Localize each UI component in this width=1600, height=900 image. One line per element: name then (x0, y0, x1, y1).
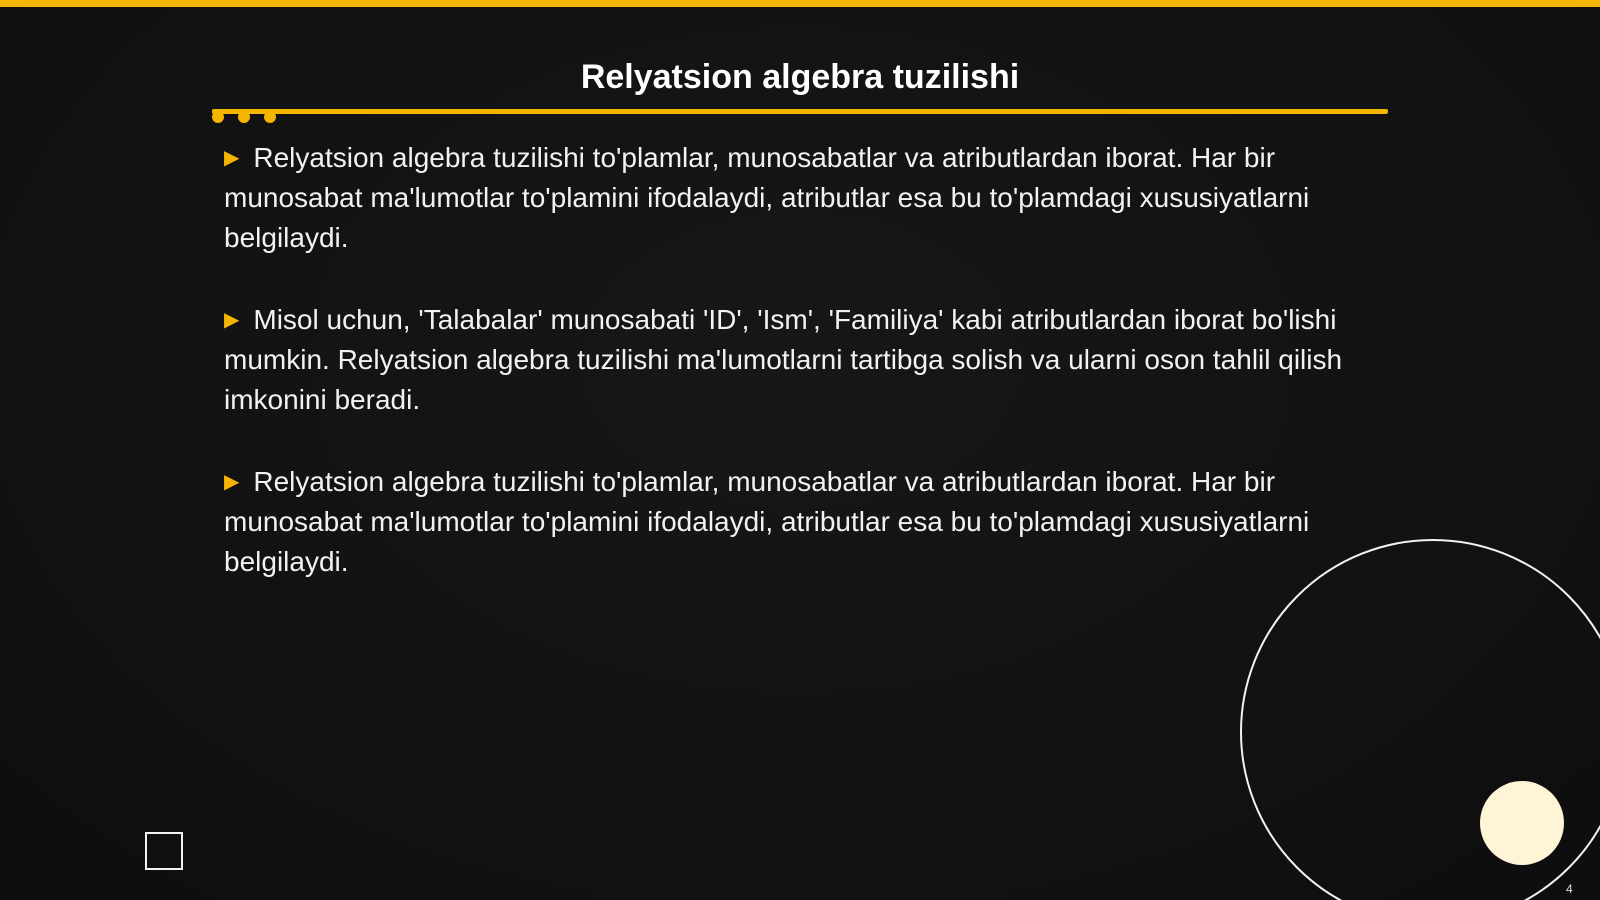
decorative-square (145, 832, 183, 870)
title-underline (212, 109, 1388, 114)
bullet-arrow-icon: ▶ (224, 147, 240, 169)
bullet-item (224, 138, 1364, 258)
top-accent-bar (0, 0, 1600, 7)
decorative-dot (264, 111, 276, 123)
bullet-item (224, 462, 1364, 582)
bullet-arrow-icon: ▶ (224, 309, 240, 331)
decorative-dot (238, 111, 250, 123)
bullet-text: Misol uchun, 'Talabalar' munosabati 'ID', 'Ism', 'Familiya' kabi atributlardan iborat bo'lishi mumkin. Relyatsion algebra tuzilishi ma'lumotlarni tartibga solish va ularni oson tahlil qilish imkonini beradi. (224, 304, 1343, 415)
bullet-item (224, 300, 1364, 420)
bullet-arrow-icon: ▶ (224, 471, 240, 493)
page-number: 4 (1566, 882, 1573, 896)
bullet-list (224, 138, 1364, 624)
slide-title: Relyatsion algebra tuzilishi (580, 58, 1020, 96)
decorative-circle (1480, 781, 1564, 865)
bullet-text: Relyatsion algebra tuzilishi to'plamlar, munosabatlar va atributlardan iborat. Har bir munosabat ma'lumotlar to'plamini ifodalaydi, atributlar esa bu to'plamdagi xususiyatlarni belgilaydi. (224, 466, 1310, 577)
bullet-text: Relyatsion algebra tuzilishi to'plamlar, munosabatlar va atributlardan iborat. Har bir munosabat ma'lumotlar to'plamini ifodalaydi, atributlar esa bu to'plamdagi xususiyatlarni belgilaydi. (224, 142, 1310, 253)
decorative-dot (212, 111, 224, 123)
